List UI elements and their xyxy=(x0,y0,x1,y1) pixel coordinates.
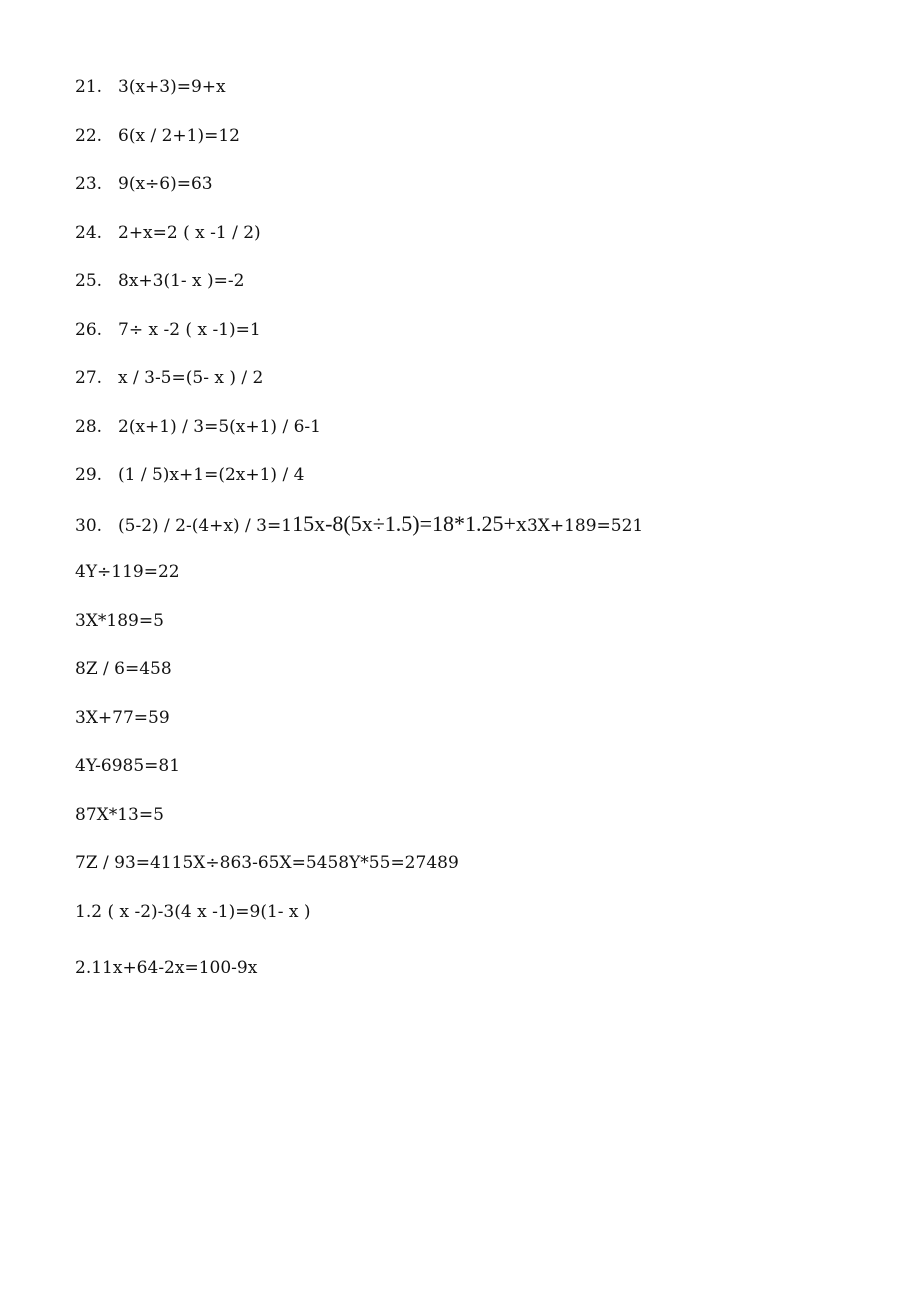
problem-24 xyxy=(75,218,895,267)
problem-equation: 9(x÷6)=63 xyxy=(118,174,213,194)
extra-equation: 3X+77=59 xyxy=(75,707,170,728)
problem-number: 24. xyxy=(75,222,103,243)
extra-equation: 4Y-6985=81 xyxy=(75,756,181,776)
equation-list xyxy=(75,72,895,1001)
problem-equation: (5-2) / 2-(4+x) / 3=1 xyxy=(118,515,293,536)
problem-equation: 7÷ x -2 ( x -1)=1 xyxy=(118,319,261,340)
problem-number: 21. xyxy=(75,77,103,97)
extra-equation: 2.11x+64-2x=100-9x xyxy=(75,957,258,978)
problem-number: 26. xyxy=(75,319,103,340)
problem-28 xyxy=(75,412,895,461)
extra-equation: 3X*189=5 xyxy=(75,610,164,631)
problem-equation: 2(x+1) / 3=5(x+1) / 6-1 xyxy=(118,416,321,437)
problem-25 xyxy=(75,266,895,315)
problem-23 xyxy=(75,169,895,218)
problem-equation: 2+x=2 ( x -1 / 2) xyxy=(118,222,261,243)
problem-equation: 3(x+3)=9+x xyxy=(118,77,226,97)
problem-equation: 6(x / 2+1)=12 xyxy=(118,125,240,146)
extra-equation: 4Y÷119=22 xyxy=(75,562,180,582)
large-equation: 15x-8(5x÷1.5)=18*1.25+x xyxy=(292,510,527,536)
problem-equation: x / 3-5=(5- x ) / 2 xyxy=(118,368,264,388)
extra-equation: 8Z / 6=458 xyxy=(75,659,172,679)
problem-equation: 8x+3(1- x )=-2 xyxy=(118,271,245,291)
problem-number: 27. xyxy=(75,368,103,388)
problem-number: 28. xyxy=(75,416,103,437)
extra-equation: 1.2 ( x -2)-3(4 x -1)=9(1- x ) xyxy=(75,901,311,922)
problem-27 xyxy=(75,363,895,412)
problem-26 xyxy=(75,315,895,364)
trailing-equation: 3X+189=521 xyxy=(526,515,644,536)
problem-number: 29. xyxy=(75,465,103,485)
problem-number: 30. xyxy=(75,515,103,536)
problem-number: 22. xyxy=(75,125,103,146)
problem-number: 23. xyxy=(75,174,103,194)
problem-22 xyxy=(75,121,895,170)
problem-29 xyxy=(75,460,895,509)
extra-equation: 87X*13=5 xyxy=(75,804,164,825)
problem-equation: (1 / 5)x+1=(2x+1) / 4 xyxy=(118,465,305,485)
problem-30 xyxy=(75,509,895,558)
extra-equation: 7Z / 93=4115X÷863-65X=5458Y*55=27489 xyxy=(75,853,459,873)
problem-21 xyxy=(75,72,895,121)
problem-number: 25. xyxy=(75,271,103,291)
